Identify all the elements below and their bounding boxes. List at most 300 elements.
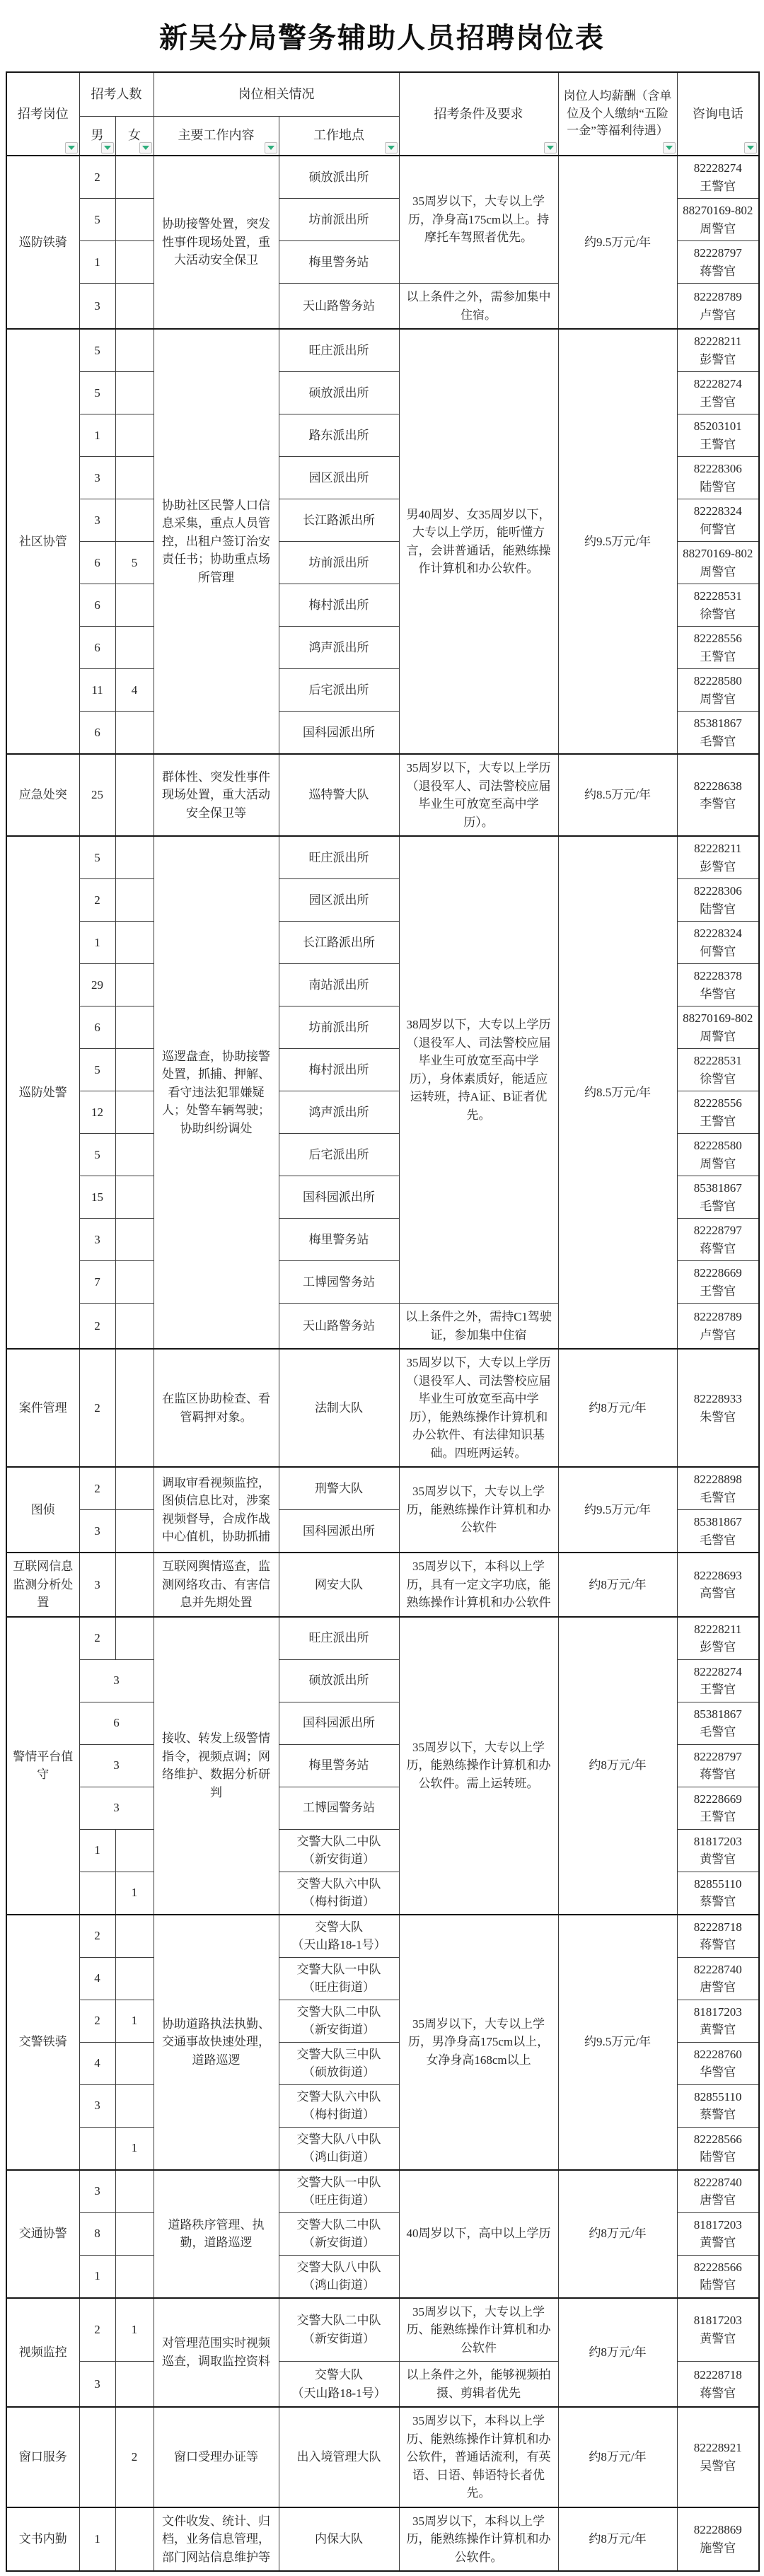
male-count-cell	[79, 2127, 115, 2170]
location-cell	[279, 2255, 399, 2298]
location-line: （天山路18-1号）	[291, 1938, 386, 1951]
male-count-cell: 4	[79, 1957, 115, 2000]
female-count-cell	[115, 414, 154, 457]
contact-name: 蔡警官	[700, 2108, 736, 2121]
female-count-cell	[115, 1091, 154, 1134]
location-cell	[279, 2298, 399, 2362]
header-position-label: 招考岗位	[17, 106, 69, 121]
contact-name: 李警官	[700, 797, 736, 811]
phone-number: 82228869	[693, 2523, 742, 2537]
location-line: 交警大队八中队	[296, 2260, 381, 2274]
location-cell: 国科园派出所	[279, 1702, 399, 1744]
salary-cell: 约8万元/年	[558, 2298, 677, 2408]
location-cell: 梅里警务站	[279, 1744, 399, 1787]
work-content-cell: 巡逻盘查，协助接警处置，抓捕、押解、看守违法犯罪嫌疑人；处警车辆驾驶；协助纠纷调处	[154, 836, 279, 1349]
phone-number: 85381867	[693, 1181, 742, 1195]
phone-number: 82228740	[693, 1962, 742, 1976]
header-salary-label: 岗位人均薪酬（含单位及个人缴纳“五险一金”等福利待遇）	[563, 89, 672, 138]
salary-cell: 约8万元/年	[558, 1553, 677, 1617]
position-cell: 警情平台值守	[6, 1617, 79, 1915]
table-row	[6, 1617, 759, 1660]
female-count-cell: 5	[115, 542, 154, 584]
location-cell: 网安大队	[279, 1553, 399, 1617]
contact-name: 黄警官	[700, 2023, 736, 2036]
female-count-cell	[115, 1957, 154, 2000]
male-count-cell: 6	[79, 1006, 115, 1049]
table-row	[6, 754, 759, 836]
phone-cell	[677, 199, 759, 241]
male-count-cell: 2	[79, 1915, 115, 1958]
salary-cell: 约8.5万元/年	[558, 836, 677, 1349]
phone-cell	[677, 1957, 759, 2000]
male-count-cell: 3	[79, 2170, 115, 2213]
female-count-cell	[115, 1915, 154, 1958]
location-line: 交警大队二中队	[296, 2217, 381, 2232]
header-male-label: 男	[91, 128, 104, 143]
contact-name: 吴警官	[700, 2459, 736, 2473]
male-count-cell: 6	[79, 712, 115, 755]
work-content-cell: 在监区协助检查、看管羁押对象。	[154, 1349, 279, 1467]
phone-cell	[677, 284, 759, 330]
female-count-cell	[115, 1617, 154, 1660]
phone-number: 82855110	[694, 2089, 742, 2104]
location-cell	[279, 1872, 399, 1915]
position-cell: 视频监控	[6, 2298, 79, 2408]
contact-name: 王警官	[700, 1284, 736, 1298]
salary-cell: 约9.5万元/年	[558, 1915, 677, 2170]
phone-cell	[677, 1049, 759, 1091]
work-content-cell: 接收、转发上级警情指令，视频点调；网络维护、数据分析研判	[154, 1617, 279, 1915]
female-count-cell	[115, 1510, 154, 1553]
male-count-cell: 2	[79, 1467, 115, 1510]
phone-cell	[677, 1349, 759, 1467]
contact-name: 卢警官	[700, 1328, 736, 1342]
phone-cell	[677, 712, 759, 755]
location-cell: 天山路警务站	[279, 284, 399, 330]
work-content-cell: 互联网舆情巡查，监测网络攻击、有害信息并先期处置	[154, 1553, 279, 1617]
phone-number: 82228638	[693, 779, 742, 793]
phone-cell	[677, 1510, 759, 1553]
contact-name: 王警官	[700, 649, 736, 663]
table-row	[6, 2407, 759, 2507]
phone-number: 81817203	[693, 2314, 742, 2328]
header-recruit-count	[79, 72, 154, 116]
female-count-cell	[115, 2255, 154, 2298]
location-cell	[279, 2362, 399, 2408]
male-count-cell: 2	[79, 1349, 115, 1467]
male-count-cell: 1	[79, 922, 115, 964]
male-count-cell	[79, 2407, 115, 2507]
location-line: （硕放街道）	[303, 2065, 375, 2079]
male-count-cell: 3	[79, 2362, 115, 2408]
location-cell	[279, 1915, 399, 1958]
phone-cell	[677, 2170, 759, 2213]
phone-cell	[677, 1134, 759, 1176]
contact-name: 周警官	[700, 1156, 736, 1171]
location-line: 交警大队	[315, 1920, 363, 1934]
female-count-cell	[115, 499, 154, 542]
position-cell: 社区协管	[6, 329, 79, 754]
position-cell: 案件管理	[6, 1349, 79, 1467]
phone-cell	[677, 457, 759, 499]
contact-name: 何警官	[700, 944, 736, 958]
male-count-cell: 3	[79, 1553, 115, 1617]
contact-name: 彭警官	[700, 859, 736, 874]
female-count-cell	[115, 1467, 154, 1510]
phone-cell	[677, 1659, 759, 1702]
salary-cell: 约9.5万元/年	[558, 156, 677, 329]
header-female	[115, 116, 154, 156]
female-count-cell	[115, 627, 154, 669]
male-count-cell: 3	[79, 1219, 115, 1261]
location-line: （新安街道）	[303, 2331, 375, 2345]
phone-cell	[677, 1829, 759, 1872]
contact-name: 陆警官	[700, 902, 736, 916]
phone-cell	[677, 964, 759, 1006]
work-content-cell: 协助道路执法执勤、交通事故快速处理，道路巡逻	[154, 1915, 279, 2170]
phone-number: 82228274	[693, 377, 742, 390]
female-count-cell: 1	[115, 2298, 154, 2362]
female-count-cell	[115, 1176, 154, 1219]
table-row	[6, 1467, 759, 1510]
location-line: 交警大队八中队	[296, 2132, 381, 2146]
phone-cell	[677, 754, 759, 836]
location-line: 交警大队一中队	[296, 2175, 381, 2189]
location-line: （鸿山街道）	[303, 2278, 375, 2292]
phone-number: 82228324	[693, 927, 742, 940]
header-related-info-label: 岗位相关情况	[238, 86, 315, 101]
condition-cell: 以上条件之外，需参加集中住宿。	[399, 284, 558, 330]
female-count-cell: 1	[115, 2000, 154, 2042]
contact-name: 毛警官	[700, 1199, 736, 1213]
condition-cell: 35周岁以下，大专以上学历（退役军人、司法警校应届毕业生可放宽至高中学历），能熟练操作计算机和办公软件、有法律知识基础。四班两运转。	[399, 1349, 558, 1467]
header-requirements	[399, 72, 558, 156]
female-count-cell	[115, 372, 154, 414]
female-count-cell	[115, 156, 154, 199]
location-cell: 硕放派出所	[279, 156, 399, 199]
salary-cell: 约8万元/年	[558, 2407, 677, 2507]
table-row	[6, 329, 759, 372]
location-cell: 出入境管理大队	[279, 2407, 399, 2507]
location-cell: 工博园警务站	[279, 1261, 399, 1304]
table-row	[6, 1553, 759, 1617]
location-cell: 坊前派出所	[279, 1006, 399, 1049]
contact-name: 彭警官	[700, 352, 736, 366]
location-cell: 内保大队	[279, 2507, 399, 2572]
location-cell: 工博园警务站	[279, 1787, 399, 1829]
location-cell	[279, 2170, 399, 2213]
phone-number: 82228556	[693, 1096, 742, 1110]
phone-number: 85203101	[693, 419, 742, 433]
phone-cell	[677, 669, 759, 712]
phone-cell	[677, 2255, 759, 2298]
phone-cell	[677, 329, 759, 372]
location-cell: 鸿声派出所	[279, 1091, 399, 1134]
table-row	[6, 156, 759, 199]
phone-cell	[677, 1006, 759, 1049]
location-line: （新安街道）	[303, 2236, 375, 2249]
contact-name: 高警官	[700, 1586, 736, 1601]
contact-name: 施警官	[700, 2541, 736, 2555]
phone-cell	[677, 2000, 759, 2042]
contact-name: 周警官	[700, 564, 736, 579]
female-count-cell	[115, 964, 154, 1006]
phone-cell	[677, 241, 759, 284]
male-count-cell: 1	[79, 2507, 115, 2572]
phone-number: 82228898	[693, 1473, 742, 1486]
contact-name: 朱警官	[700, 1410, 736, 1424]
location-line: 交警大队二中队	[296, 2004, 381, 2019]
salary-cell: 约9.5万元/年	[558, 329, 677, 754]
phone-number: 82228566	[693, 2260, 742, 2274]
header-work-content-label: 主要工作内容	[178, 128, 255, 143]
male-count-cell: 1	[79, 2255, 115, 2298]
contact-name: 蒋警官	[700, 264, 736, 278]
phone-cell	[677, 414, 759, 457]
location-cell: 梅里警务站	[279, 1219, 399, 1261]
location-cell: 国科园派出所	[279, 1510, 399, 1553]
contact-name: 毛警官	[700, 1725, 736, 1739]
condition-cell: 35周岁以下，大专以上学历，能熟练操作计算机和办公软件	[399, 1467, 558, 1553]
phone-number: 82228211	[694, 842, 742, 855]
salary-cell: 约8万元/年	[558, 1617, 677, 1915]
condition-cell: 38周岁以下，大专以上学历（退役军人、司法警校应届毕业生可放宽至高中学历），身体素质好，能适应运转班，持A证、B证者优先。	[399, 836, 558, 1304]
contact-name: 陆警官	[700, 2150, 736, 2164]
phone-number: 82228274	[693, 1664, 742, 1678]
position-cell: 应急处突	[6, 754, 79, 836]
condition-cell: 35周岁以下，大专以上学历（退役军人、司法警校应届毕业生可放宽至高中学历）。	[399, 754, 558, 836]
location-cell	[279, 2084, 399, 2127]
phone-number: 85381867	[693, 716, 742, 730]
location-cell: 天山路警务站	[279, 1304, 399, 1350]
phone-cell	[677, 2298, 759, 2362]
phone-number: 82228566	[693, 2132, 742, 2146]
location-line: 交警大队六中队	[296, 1876, 381, 1891]
male-count-cell: 8	[79, 2212, 115, 2255]
female-count-cell	[115, 836, 154, 879]
female-count-cell	[115, 1304, 154, 1350]
phone-cell	[677, 2212, 759, 2255]
female-count-cell	[115, 922, 154, 964]
phone-number: 82228324	[693, 504, 742, 518]
filter-dropdown-icon[interactable]	[544, 142, 557, 153]
location-line: 交警大队二中队	[296, 1834, 381, 1848]
phone-number: 82228306	[693, 884, 742, 898]
phone-number: 82228580	[693, 674, 742, 687]
filter-dropdown-icon[interactable]	[744, 142, 757, 153]
location-cell	[279, 2212, 399, 2255]
phone-number: 82228740	[693, 2175, 742, 2189]
table-row	[6, 1915, 759, 1958]
work-content-cell: 群体性、突发性事件现场处置，重大活动安全保卫等	[154, 754, 279, 836]
male-count-cell: 29	[79, 964, 115, 1006]
page-title: 新吴分局警务辅助人员招聘岗位表	[159, 22, 605, 54]
filter-dropdown-icon[interactable]	[65, 142, 78, 153]
table-header	[6, 72, 759, 156]
phone-number: 82228274	[693, 161, 742, 175]
header-work-content	[154, 116, 279, 156]
male-count-cell: 1	[79, 1829, 115, 1872]
work-content-cell: 协助社区民警人口信息采集，重点人员管控，出租户签订治安责任书；协助重点场所管理	[154, 329, 279, 754]
position-cell: 巡防铁骑	[6, 156, 79, 329]
contact-name: 毛警官	[700, 1533, 736, 1547]
filter-dropdown-icon[interactable]	[385, 142, 398, 153]
position-cell: 文书内勤	[6, 2507, 79, 2572]
location-line: 交警大队六中队	[296, 2089, 381, 2104]
phone-number: 82228211	[694, 335, 742, 348]
condition-cell: 40周岁以下，高中以上学历	[399, 2170, 558, 2298]
phone-number: 81817203	[693, 2217, 742, 2232]
contact-name: 卢警官	[700, 308, 736, 322]
location-cell: 园区派出所	[279, 457, 399, 499]
contact-name: 王警官	[700, 395, 736, 409]
condition-cell: 以上条件之外，能够视频拍摄、剪辑者优先	[399, 2362, 558, 2408]
male-count-cell: 5	[79, 199, 115, 241]
male-count-cell: 5	[79, 1049, 115, 1091]
location-line: （新安街道）	[303, 2023, 375, 2036]
phone-cell	[677, 922, 759, 964]
contact-name: 蒋警官	[700, 1241, 736, 1255]
location-cell: 硕放派出所	[279, 1659, 399, 1702]
male-count-cell: 6	[79, 584, 115, 627]
location-cell	[279, 2000, 399, 2042]
phone-number: 82228797	[693, 1749, 742, 1763]
phone-cell	[677, 499, 759, 542]
phone-cell	[677, 1176, 759, 1219]
female-count-cell	[115, 284, 154, 330]
male-count-cell: 12	[79, 1091, 115, 1134]
female-count-cell	[115, 2212, 154, 2255]
phone-cell	[677, 1787, 759, 1829]
contact-name: 毛警官	[700, 734, 736, 748]
female-count-cell: 4	[115, 669, 154, 712]
position-cell: 窗口服务	[6, 2407, 79, 2507]
contact-name: 蔡警官	[700, 1895, 736, 1908]
female-count-cell	[115, 2507, 154, 2572]
condition-cell: 35周岁以下，本科以上学历、能熟练操作计算机和办公软件，普通话流利，有英语、日语、韩语特长者优先。	[399, 2407, 558, 2507]
phone-number: 82228797	[693, 1224, 742, 1237]
phone-cell	[677, 156, 759, 199]
filter-dropdown-icon[interactable]	[663, 142, 676, 153]
phone-cell	[677, 1553, 759, 1617]
location-line: （天山路18-1号）	[291, 2386, 386, 2400]
contact-name: 蒋警官	[700, 2386, 736, 2400]
contact-name: 毛警官	[700, 1490, 736, 1504]
header-requirements-label: 招考条件及要求	[434, 106, 523, 121]
male-count-cell: 4	[79, 2042, 115, 2084]
location-cell: 旺庄派出所	[279, 1617, 399, 1660]
contact-name: 华警官	[700, 2065, 736, 2079]
header-phone-label: 咨询电话	[692, 106, 743, 121]
location-line: （梅村街道）	[303, 2108, 375, 2121]
location-cell: 鸿声派出所	[279, 627, 399, 669]
female-count-cell	[115, 1134, 154, 1176]
header-phone	[677, 72, 759, 156]
phone-cell	[677, 2507, 759, 2572]
recruitment-table	[6, 71, 760, 2572]
phone-number: 88270169-802	[683, 1011, 753, 1025]
phone-number: 85381867	[693, 1515, 742, 1528]
female-count-cell	[115, 2362, 154, 2408]
contact-name: 黄警官	[700, 1852, 736, 1866]
phone-cell	[677, 1617, 759, 1660]
header-related-info	[154, 72, 399, 116]
male-count-cell: 5	[79, 836, 115, 879]
location-cell: 坊前派出所	[279, 199, 399, 241]
phone-number: 81817203	[693, 2004, 742, 2019]
location-line: （旺庄街道）	[303, 1980, 375, 1994]
location-cell: 后宅派出所	[279, 1134, 399, 1176]
condition-cell: 35周岁以下，大专以上学历，男净身高175cm以上，女净身高168cm以上	[399, 1915, 558, 2170]
position-cell: 巡防处警	[6, 836, 79, 1349]
condition-cell: 35周岁以下，大专以上学历，能熟练操作计算机和办公软件。需上运转班。	[399, 1617, 558, 1915]
work-content-cell: 文件收发、统计、归档，业务信息管理，部门网站信息维护等	[154, 2507, 279, 2572]
location-cell: 巡特警大队	[279, 754, 399, 836]
table-row	[6, 2298, 759, 2362]
contact-name: 唐警官	[700, 2193, 736, 2207]
male-count-cell: 6	[79, 542, 115, 584]
header-salary	[558, 72, 677, 156]
contact-name: 王警官	[700, 1810, 736, 1823]
location-cell: 法制大队	[279, 1349, 399, 1467]
condition-cell: 35周岁以下，大专以上学历、能熟练操作计算机和办公软件	[399, 2298, 558, 2362]
location-cell: 梅村派出所	[279, 1049, 399, 1091]
male-count-cell: 3	[79, 499, 115, 542]
phone-cell	[677, 1261, 759, 1304]
male-count-cell: 3	[79, 2084, 115, 2127]
count-cell: 6	[79, 1702, 154, 1744]
header-recruit-count-label: 招考人数	[91, 86, 142, 101]
salary-cell: 约8万元/年	[558, 2507, 677, 2572]
filter-dropdown-icon[interactable]	[265, 142, 277, 153]
contact-name: 徐警官	[700, 1072, 736, 1086]
female-count-cell: 2	[115, 2407, 154, 2507]
female-count-cell	[115, 199, 154, 241]
location-cell: 后宅派出所	[279, 669, 399, 712]
female-count-cell: 1	[115, 2127, 154, 2170]
female-count-cell	[115, 1006, 154, 1049]
location-cell: 国科园派出所	[279, 1176, 399, 1219]
male-count-cell: 11	[79, 669, 115, 712]
work-content-cell: 调取审看视频监控，图侦信息比对，涉案视频督导，合成作战中心值机，协助抓捕	[154, 1467, 279, 1553]
male-count-cell: 7	[79, 1261, 115, 1304]
location-line: 交警大队三中队	[296, 2047, 381, 2061]
header-female-label: 女	[128, 128, 141, 143]
work-content-cell: 协助接警处置，突发性事件现场处置，重大活动安全保卫	[154, 156, 279, 329]
contact-name: 蒋警官	[700, 1768, 736, 1781]
phone-cell	[677, 627, 759, 669]
phone-cell	[677, 1744, 759, 1787]
phone-number: 85381867	[693, 1707, 742, 1721]
condition-cell: 35周岁以下，本科以上学历，能熟练操作计算机和办公软件。	[399, 2507, 558, 2572]
phone-number: 82228669	[693, 1792, 742, 1806]
filter-dropdown-icon[interactable]	[101, 142, 114, 153]
location-line: （梅村街道）	[303, 1895, 375, 1908]
count-cell: 3	[79, 1787, 154, 1829]
salary-cell: 约8万元/年	[558, 1349, 677, 1467]
phone-cell	[677, 879, 759, 922]
contact-name: 黄警官	[700, 2331, 736, 2345]
phone-cell	[677, 2042, 759, 2084]
phone-cell	[677, 2084, 759, 2127]
male-count-cell: 6	[79, 627, 115, 669]
phone-cell	[677, 1702, 759, 1744]
contact-name: 王警官	[700, 1683, 736, 1696]
table-row	[6, 836, 759, 879]
position-cell: 交通协警	[6, 2170, 79, 2298]
filter-dropdown-icon[interactable]	[139, 142, 152, 153]
phone-number: 88270169-802	[683, 204, 753, 217]
